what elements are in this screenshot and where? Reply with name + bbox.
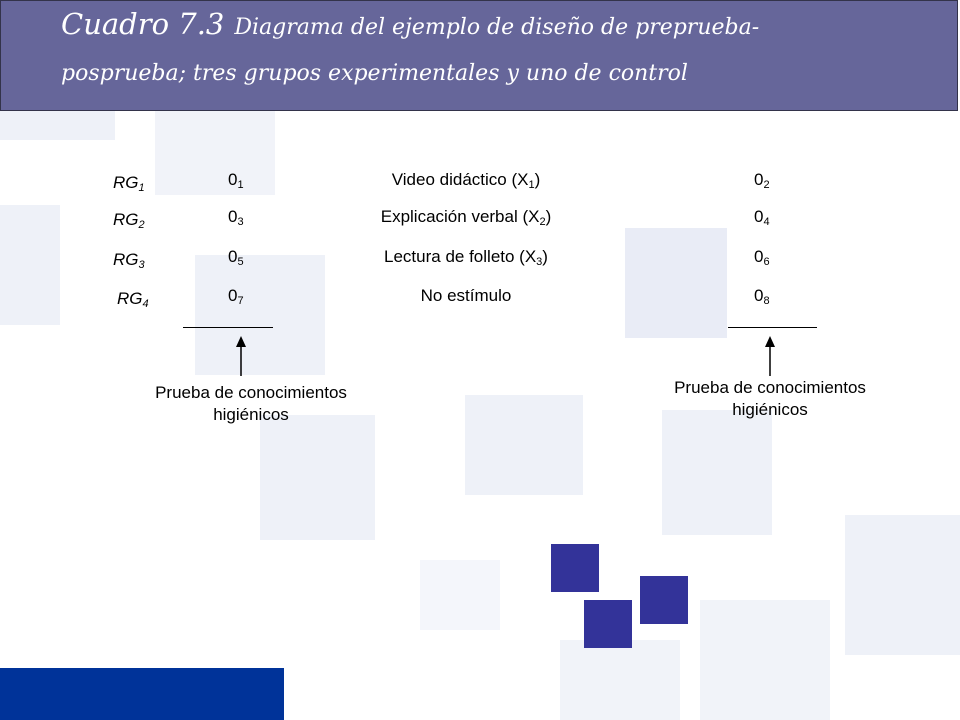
background-square [560,640,680,720]
posttest-label: $0_4$ [754,207,770,228]
background-square [662,410,772,535]
caption-line: Prueba de conocimientos [674,378,866,397]
decorative-square [551,544,599,592]
decorative-square [640,576,688,624]
background-square [845,515,960,655]
pretest-caption [155,382,347,426]
posttest-label: $0_8$ [754,286,770,307]
treatment-label: Explicación verbal $(X_2)$ [380,207,552,228]
posttest-rule [728,327,817,328]
up-arrow-icon [764,336,776,376]
pretest-label: $0_5$ [228,247,244,268]
treatment-label: Lectura de folleto $(X_3)$ [384,247,548,268]
pretest-label: $0_7$ [228,286,244,307]
group-label: $RG_4$ [117,289,149,310]
caption-line: Prueba de conocimientos [155,383,347,402]
title-bar [0,0,958,111]
posttest-label: $0_2$ [754,170,770,191]
up-arrow-icon [235,336,247,376]
posttest-label: $0_6$ [754,247,770,268]
pretest-label: $0_3$ [228,207,244,228]
treatment-label: Video didáctico $(X_1)$ [391,170,541,191]
title-number: Cuadro 7.3 [61,7,225,41]
group-label: $RG_1$ [113,173,145,194]
caption-line: higiénicos [732,400,808,419]
background-square [0,110,115,140]
group-label: $RG_3$ [113,250,145,271]
title-line1 [61,7,759,41]
background-square [465,395,583,495]
pretest-label: $0_1$ [228,170,244,191]
background-square [195,255,325,375]
pretest-rule [183,327,273,328]
background-square [260,415,375,540]
title-line2: posprueba; tres grupos experimentales y uno de control [61,61,688,86]
title-text: Diagrama del ejemplo de diseño de preprueba- [234,15,760,40]
decorative-square [584,600,632,648]
background-square [0,205,60,325]
posttest-caption [674,377,866,421]
bottom-bar [0,668,284,720]
background-square [155,110,275,195]
background-square [420,560,500,630]
caption-line: higiénicos [213,405,289,424]
group-label: $RG_2$ [113,210,145,231]
background-square [625,228,727,338]
background-square [700,600,830,720]
treatment-label: No estímulo [420,286,512,305]
